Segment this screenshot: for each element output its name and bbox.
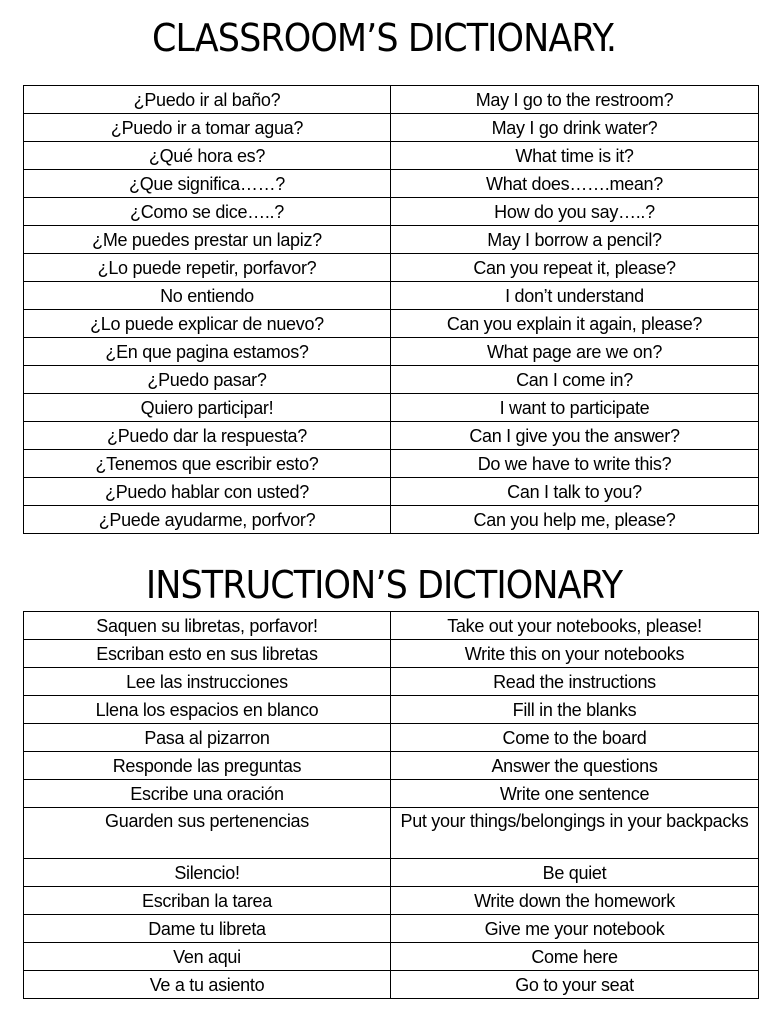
classroom-dictionary-table: [23, 85, 759, 534]
spanish-phrase: ¿Puedo ir al baño?: [24, 86, 391, 114]
table-row: [24, 506, 759, 534]
english-phrase: Can you help me, please?: [391, 506, 759, 534]
english-phrase: May I borrow a pencil?: [391, 226, 759, 254]
table-row: [24, 170, 759, 198]
classroom-table-body: [24, 86, 759, 534]
english-phrase: Write one sentence: [391, 780, 759, 808]
spanish-phrase: Ve a tu asiento: [24, 971, 391, 999]
table-row: [24, 724, 759, 752]
spanish-phrase: ¿Qué hora es?: [24, 142, 391, 170]
table-row: [24, 612, 759, 640]
table-row: [24, 254, 759, 282]
table-row: [24, 808, 759, 859]
english-phrase: Answer the questions: [391, 752, 759, 780]
table-row: [24, 282, 759, 310]
english-phrase: Come here: [391, 943, 759, 971]
spanish-phrase: Escriban esto en sus libretas: [24, 640, 391, 668]
english-phrase: Put your things/belongings in your backpacks: [391, 808, 759, 859]
spanish-phrase: Lee las instrucciones: [24, 668, 391, 696]
english-phrase: Give me your notebook: [391, 915, 759, 943]
table-row: [24, 422, 759, 450]
spanish-phrase: Saquen su libretas, porfavor!: [24, 612, 391, 640]
english-phrase: May I go drink water?: [391, 114, 759, 142]
table-row: [24, 478, 759, 506]
spanish-phrase: ¿Puedo pasar?: [24, 366, 391, 394]
english-phrase: Fill in the blanks: [391, 696, 759, 724]
table-row: [24, 226, 759, 254]
instruction-table-body: [24, 612, 759, 999]
spanish-phrase: Ven aqui: [24, 943, 391, 971]
table-row: [24, 859, 759, 887]
spanish-phrase: Escriban la tarea: [24, 887, 391, 915]
table-row: [24, 752, 759, 780]
english-phrase: Write this on your notebooks: [391, 640, 759, 668]
english-phrase: Come to the board: [391, 724, 759, 752]
table-row: [24, 310, 759, 338]
spanish-phrase: Quiero participar!: [24, 394, 391, 422]
table-row: [24, 198, 759, 226]
table-row: [24, 943, 759, 971]
spanish-phrase: ¿Puedo hablar con usted?: [24, 478, 391, 506]
table-row: [24, 971, 759, 999]
table-row: [24, 450, 759, 478]
table-row: [24, 887, 759, 915]
spanish-phrase: ¿Como se dice…..?: [24, 198, 391, 226]
spanish-phrase: ¿Puedo dar la respuesta?: [24, 422, 391, 450]
table-row: [24, 394, 759, 422]
spanish-phrase: ¿Que significa……?: [24, 170, 391, 198]
spanish-phrase: Llena los espacios en blanco: [24, 696, 391, 724]
english-phrase: Can I give you the answer?: [391, 422, 759, 450]
instruction-dictionary-title: INSTRUCTION’S DICTIONARY: [145, 563, 623, 607]
spanish-phrase: ¿Puede ayudarme, porfvor?: [24, 506, 391, 534]
instruction-dictionary-table: [23, 611, 759, 999]
spanish-phrase: Responde las preguntas: [24, 752, 391, 780]
english-phrase: What page are we on?: [391, 338, 759, 366]
english-phrase: What does…….mean?: [391, 170, 759, 198]
spanish-phrase: ¿Me puedes prestar un lapiz?: [24, 226, 391, 254]
english-phrase: What time is it?: [391, 142, 759, 170]
spanish-phrase: Escribe una oración: [24, 780, 391, 808]
english-phrase: Be quiet: [391, 859, 759, 887]
table-row: [24, 142, 759, 170]
english-phrase: Read the instructions: [391, 668, 759, 696]
spanish-phrase: ¿Puedo ir a tomar agua?: [24, 114, 391, 142]
english-phrase: Do we have to write this?: [391, 450, 759, 478]
english-phrase: Take out your notebooks, please!: [391, 612, 759, 640]
table-row: [24, 366, 759, 394]
spanish-phrase: ¿Tenemos que escribir esto?: [24, 450, 391, 478]
english-phrase: How do you say…..?: [391, 198, 759, 226]
table-row: [24, 86, 759, 114]
table-row: [24, 668, 759, 696]
table-row: [24, 640, 759, 668]
english-phrase: Write down the homework: [391, 887, 759, 915]
english-phrase: May I go to the restroom?: [391, 86, 759, 114]
spanish-phrase: ¿En que pagina estamos?: [24, 338, 391, 366]
table-row: [24, 915, 759, 943]
spanish-phrase: ¿Lo puede explicar de nuevo?: [24, 310, 391, 338]
spanish-phrase: Guarden sus pertenencias: [24, 808, 391, 859]
spanish-phrase: Pasa al pizarron: [24, 724, 391, 752]
english-phrase: Can you explain it again, please?: [391, 310, 759, 338]
classroom-dictionary-title: CLASSROOM’S DICTIONARY.: [151, 16, 617, 60]
english-phrase: Can you repeat it, please?: [391, 254, 759, 282]
spanish-phrase: No entiendo: [24, 282, 391, 310]
table-row: [24, 114, 759, 142]
english-phrase: I don’t understand: [391, 282, 759, 310]
english-phrase: Go to your seat: [391, 971, 759, 999]
english-phrase: Can I talk to you?: [391, 478, 759, 506]
table-row: [24, 338, 759, 366]
english-phrase: Can I come in?: [391, 366, 759, 394]
table-row: [24, 696, 759, 724]
spanish-phrase: Dame tu libreta: [24, 915, 391, 943]
english-phrase: I want to participate: [391, 394, 759, 422]
spanish-phrase: ¿Lo puede repetir, porfavor?: [24, 254, 391, 282]
table-row: [24, 780, 759, 808]
spanish-phrase: Silencio!: [24, 859, 391, 887]
